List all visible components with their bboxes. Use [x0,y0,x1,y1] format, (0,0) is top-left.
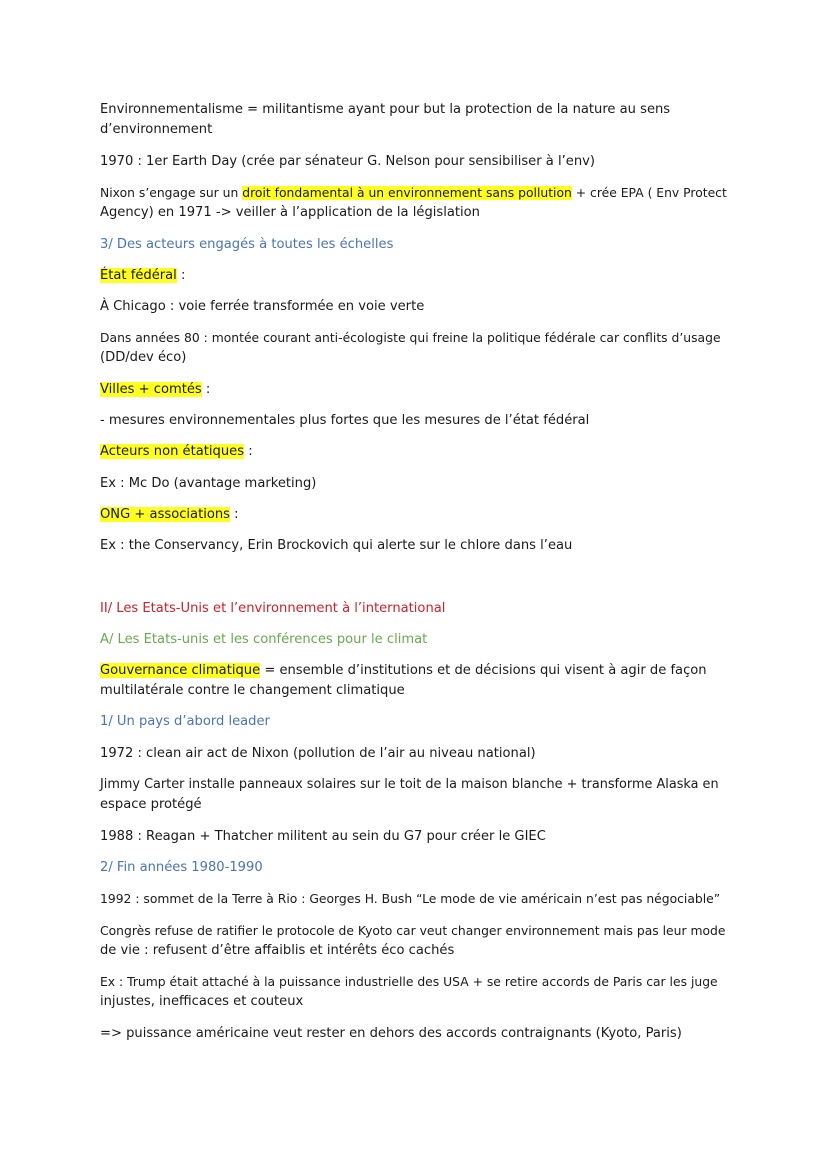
highlight-ong-associations: ONG + associations [100,507,230,522]
heading-fin-annees: 2/ Fin années 1980-1990 [100,860,263,875]
gouvernance-line-2: multilatérale contre le changement climatique [100,683,405,698]
highlight-villes-comtes: Villes + comtés [100,382,202,397]
definition-environnementalisme-line-2: d’environnement [100,122,213,137]
conclusion-paragraph: => puissance américaine veut rester en dehors des accords contraignants (Kyoto, Paris) [100,1026,682,1041]
annees-80-line-2: (DD/dev éco) [100,350,187,365]
congres-line-1: Congrès refuse de ratifier le protocole de Kyoto car veut changer environnement mais pas leur mode [100,924,726,938]
colon: : [201,382,211,397]
carter-line-1: Jimmy Carter installe panneaux solaires sur le toit de la maison blanche + transforme Alaska en [100,777,719,792]
heading-acteurs-engages: 3/ Des acteurs engagés à toutes les échelles [100,237,394,252]
acteurs-non-etatiques-label [100,442,253,462]
gouvernance-definition: = ensemble d’institutions et de décisions qui visent à agir de façon [260,663,707,678]
colon: : [230,507,239,522]
highlight-droit-fondamental: droit fondamental à un environnement sans pollution [242,186,572,200]
mesures-paragraph: - mesures environnementales plus fortes que les mesures de l’état fédéral [100,413,590,428]
clean-air-act-paragraph: 1972 : clean air act de Nixon (pollution de l’air au niveau national) [100,746,536,761]
heading-part-II: II/ Les Etats-Unis et l’environnement à l’international [100,601,446,616]
villes-comtes-label [100,380,210,400]
highlight-gouvernance-climatique: Gouvernance climatique [100,663,261,678]
gouvernance-line-1 [100,661,707,681]
nixon-paragraph-line-1 [100,183,727,203]
heading-pays-leader: 1/ Un pays d’abord leader [100,714,270,729]
rio-summit-paragraph: 1992 : sommet de la Terre à Rio : Georges H. Bush “Le mode de vie américain n’est pas négociable” [100,892,721,906]
congres-line-2: de vie : refusent d’être affaiblis et intérêts éco cachés [100,943,455,958]
highlight-acteurs-non-etatiques: Acteurs non étatiques [100,444,245,459]
colon: : [176,268,186,283]
annees-80-line-1: Dans années 80 : montée courant anti-écologiste qui freine la politique fédérale car conflits d’usage [100,331,721,345]
nixon-text-after: + crée EPA ( Env Protect [571,186,727,200]
trump-line-2: injustes, inefficaces et couteux [100,994,304,1009]
conservancy-paragraph: Ex : the Conservancy, Erin Brockovich qui alerte sur le chlore dans l’eau [100,538,573,553]
colon: : [244,444,253,459]
trump-line-1: Ex : Trump était attaché à la puissance industrielle des USA + se retire accords de Paris car les juge [100,975,718,989]
ong-associations-label [100,505,239,525]
mcdo-paragraph: Ex : Mc Do (avantage marketing) [100,476,317,491]
heading-part-A: A/ Les Etats-unis et les conférences pour le climat [100,632,428,647]
nixon-text: Nixon s’engage sur un [100,186,243,200]
nixon-paragraph-line-2: Agency) en 1971 -> veiller à l’application de la législation [100,205,480,220]
highlight-etat-federal: État fédéral [100,268,177,283]
chicago-paragraph: À Chicago : voie ferrée transformée en voie verte [100,299,425,314]
etat-federal-label [100,266,185,286]
reagan-thatcher-paragraph: 1988 : Reagan + Thatcher militent au sein du G7 pour créer le GIEC [100,829,546,844]
definition-environnementalisme-line-1: Environnementalisme = militantisme ayant pour but la protection de la nature au sens [100,102,671,117]
carter-line-2: espace protégé [100,797,202,812]
earth-day-paragraph: 1970 : 1er Earth Day (crée par sénateur G. Nelson pour sensibiliser à l’env) [100,154,595,169]
